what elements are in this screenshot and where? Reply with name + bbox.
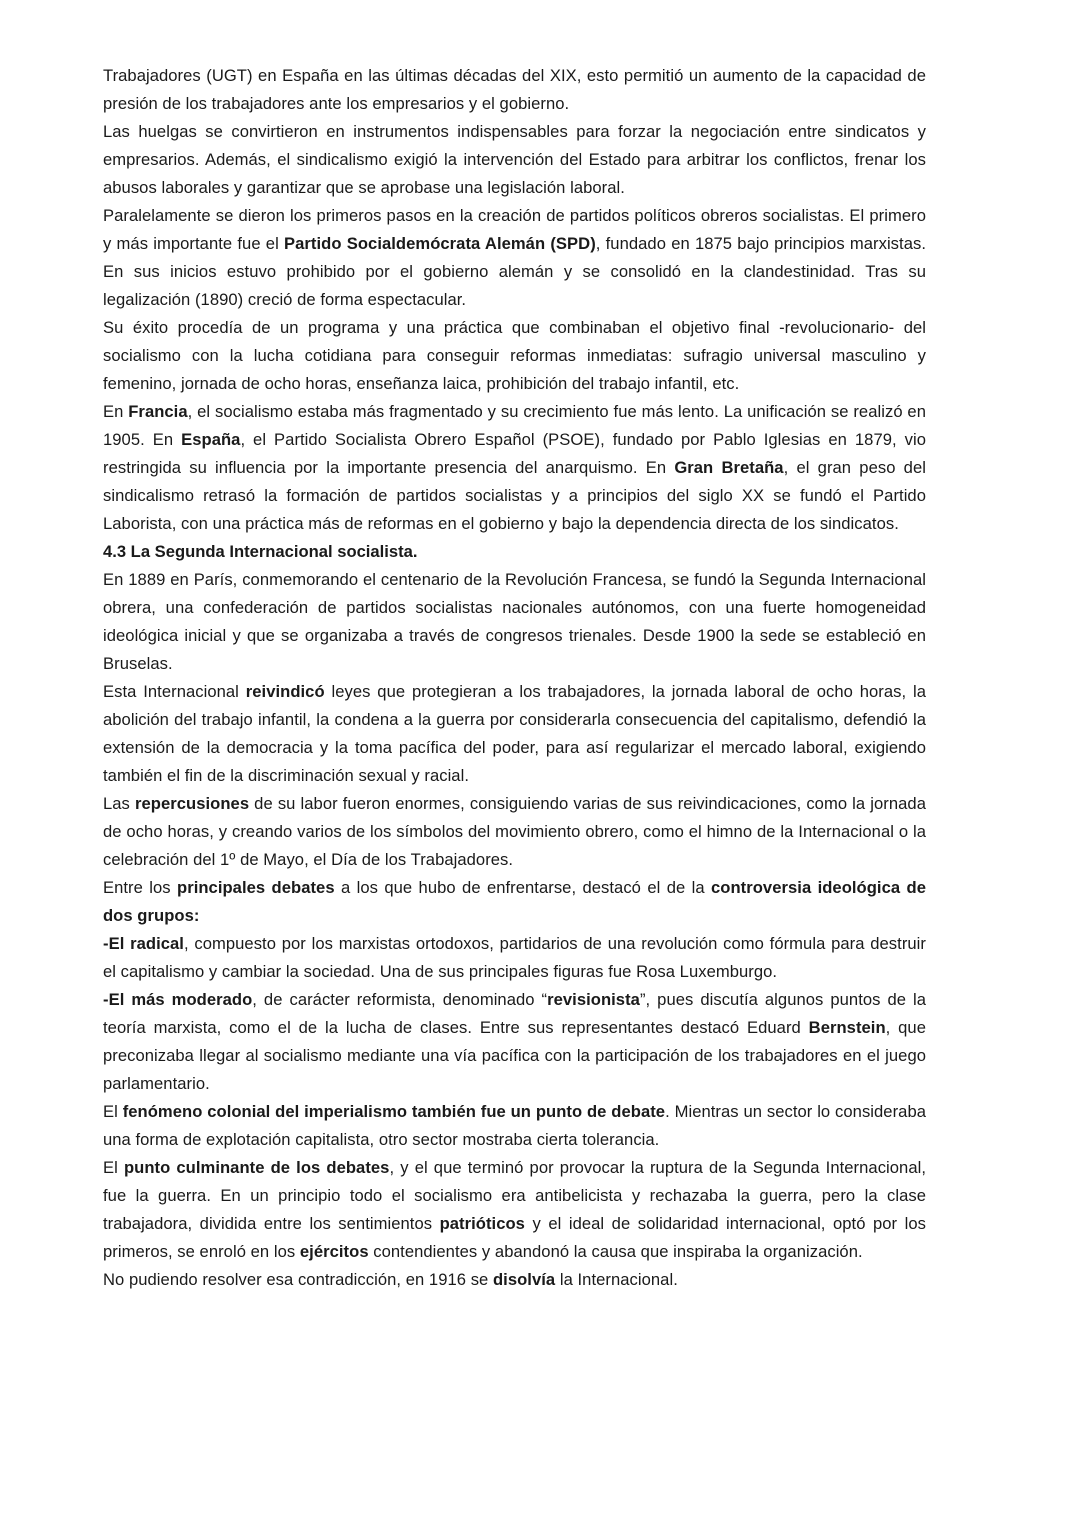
text-run: y el ideal de solidaridad internacional, optó por los primeros, se enroló en los [103, 1214, 926, 1261]
paragraph [103, 202, 926, 314]
bold-text: Gran Bretaña [674, 458, 784, 477]
paragraph [103, 1266, 926, 1294]
paragraph [103, 62, 926, 118]
paragraph [103, 398, 926, 538]
text-run: , el gran peso del sindicalismo retrasó la formación de partidos socialistas y a principios del siglo XX se fundó el Partido Laborista, con una práctica más de reformas en el gobierno y bajo la dependencia directa de los sindicatos. [103, 458, 926, 533]
text-run: No pudiendo resolver esa contradicción, en 1916 se [103, 1270, 493, 1289]
bold-text: fenómeno colonial del imperialismo también fue un punto de debate [122, 1102, 666, 1121]
text-run: , de carácter reformista, denominado “ [252, 990, 548, 1009]
text-run: Paralelamente se dieron los primeros pasos en la creación de partidos políticos obreros socialistas. El primero y más importante fue el [103, 206, 926, 253]
bold-text: reivindicó [245, 682, 325, 701]
paragraph [103, 790, 926, 874]
bold-text: ejércitos [299, 1242, 369, 1261]
text-run: El [103, 1158, 124, 1177]
bold-text: -El radical [103, 934, 184, 953]
bold-text: patrióticos [439, 1214, 525, 1233]
text-run: . Mientras un sector lo consideraba una forma de explotación capitalista, otro sector mostraba cierta tolerancia. [103, 1102, 927, 1149]
bold-text: disolvía [492, 1270, 556, 1289]
paragraph [103, 118, 926, 202]
bold-text: -El más moderado [103, 990, 253, 1009]
text-run: Trabajadores (UGT) en España en las últimas décadas del XIX, esto permitió un aumento de la capacidad de presión de los trabajadores ante los empresarios y el gobierno. [103, 66, 926, 113]
text-run: , el socialismo estaba más fragmentado y su crecimiento fue más lento. La unificación se realizó en 1905. En [103, 402, 926, 449]
paragraph [103, 1098, 926, 1154]
document-page [103, 62, 926, 1294]
text-run: leyes que protegieran a los trabajadores, la jornada laboral de ocho horas, la abolición del trabajo infantil, la condena a la guerra por considerarla consecuencia del capitalismo, defendió la extensión de la democracia y la toma pacífica del poder, para así regularizar el mercado laboral, exigiendo también el fin de la discriminación sexual y racial. [103, 682, 926, 785]
text-run: En 1889 en París, conmemorando el centenario de la Revolución Francesa, se fundó la Segunda Internacional obrera, una confederación de partidos socialistas nacionales autónomos, con una fuerte homogeneidad ideológica inicial y que se organizaba a través de congresos trienales. Desde 1900 la sede se estableció en Bruselas. [103, 570, 926, 673]
paragraph [103, 986, 926, 1098]
bold-text: Partido Socialdemócrata Alemán (SPD) [284, 234, 596, 253]
text-run: de su labor fueron enormes, consiguiendo varias de sus reivindicaciones, como la jornada de ocho horas, y creando varios de los símbolos del movimiento obrero, como el himno de la Internacional o la celebración del 1º de Mayo, el Día de los Trabajadores. [103, 794, 926, 869]
bold-text: principales debates [177, 878, 335, 897]
text-run: Las [103, 794, 135, 813]
text-run: , que preconizaba llegar al socialismo mediante una vía pacífica con la participación de los trabajadores en el juego parlamentario. [103, 1018, 926, 1093]
text-run: Su éxito procedía de un programa y una práctica que combinaban el objetivo final -revolucionario- del socialismo con la lucha cotidiana para conseguir reformas inmediatas: sufragio universal masculino y femenino, jornada de ocho horas, enseñanza laica, prohibición del trabajo infantil, etc. [103, 318, 926, 393]
paragraph [103, 1154, 926, 1266]
bold-text: España [181, 430, 241, 449]
paragraph [103, 566, 926, 678]
bold-text: Bernstein [808, 1018, 886, 1037]
text-run: , fundado en 1875 bajo principios marxistas. En sus inicios estuvo prohibido por el gobierno alemán y se consolidó en la clandestinidad. Tras su legalización (1890) creció de forma espectacular. [103, 234, 926, 309]
bold-text: 4.3 La Segunda Internacional socialista. [103, 542, 418, 561]
text-run: Entre los [103, 878, 178, 897]
section-heading [103, 538, 926, 566]
bold-text: revisionista [547, 990, 640, 1009]
text-run: , compuesto por los marxistas ortodoxos, partidarios de una revolución como fórmula para destruir el capitalismo y cambiar la sociedad. Una de sus principales figuras fue Rosa Luxemburgo. [103, 934, 926, 981]
bold-text: punto culminante de los debates [123, 1158, 390, 1177]
text-run: , el Partido Socialista Obrero Español (PSOE), fundado por Pablo Iglesias en 1879, vio restringida su influencia por la importante presencia del anarquismo. En [103, 430, 926, 477]
bold-text: repercusiones [135, 794, 250, 813]
bold-text: Francia [128, 402, 188, 421]
text-run: Las huelgas se convirtieron en instrumentos indispensables para forzar la negociación entre sindicatos y empresarios. Además, el sindicalismo exigió la intervención del Estado para arbitrar los conflictos, frenar los abusos laborales y garantizar que se aprobase una legislación laboral. [103, 122, 926, 197]
paragraph [103, 874, 926, 930]
text-run: a los que hubo de enfrentarse, destacó el de la [334, 878, 712, 897]
paragraph [103, 930, 926, 986]
text-run: contendientes y abandonó la causa que inspiraba la organización. [368, 1242, 863, 1261]
text-run: El [103, 1102, 123, 1121]
text-run: , y el que terminó por provocar la ruptura de la Segunda Internacional, fue la guerra. En un principio todo el socialismo era antibelicista y rechazaba la guerra, pero la clase trabajadora, dividida entre los sentimientos [103, 1158, 927, 1233]
bold-text: controversia ideológica de dos grupos: [103, 878, 926, 925]
text-run: En [103, 402, 129, 421]
paragraph [103, 678, 926, 790]
text-run: la Internacional. [555, 1270, 678, 1289]
text-run: Esta Internacional [103, 682, 246, 701]
paragraph [103, 314, 926, 398]
text-run: ”, pues discutía algunos puntos de la teoría marxista, como el de la lucha de clases. Entre sus representantes destacó Eduard [103, 990, 927, 1037]
